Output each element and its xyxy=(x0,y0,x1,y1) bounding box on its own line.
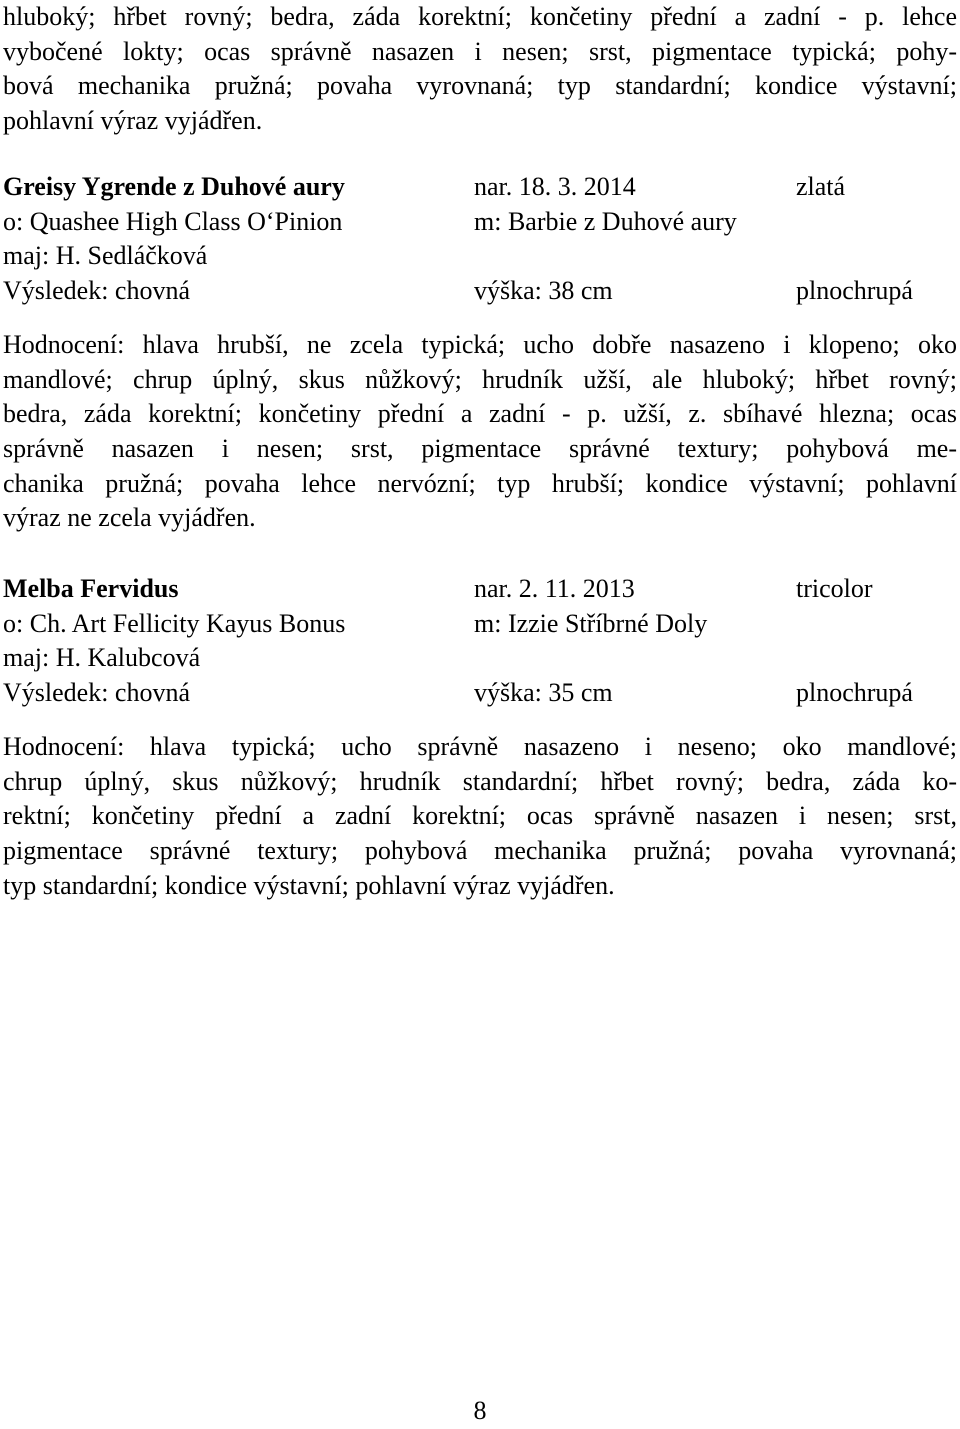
entry-row-name xyxy=(3,572,957,607)
teeth: plnochrupá xyxy=(796,276,913,306)
dog-entry-header xyxy=(3,170,957,309)
evaluation-line: správně nasazen i nesen; srst, pigmentace správné textury; pohybová me- xyxy=(3,434,957,464)
entry-row-result xyxy=(3,676,957,711)
intro-line: bová mechanika pružná; povaha vyrovnaná; typ standardní; kondice výstavní; xyxy=(3,71,957,101)
dog-name: Greisy Ygrende z Duhové aury xyxy=(3,172,345,201)
dog-name: Melba Fervidus xyxy=(3,574,179,603)
evaluation-line: typ standardní; kondice výstavní; pohlavní výraz vyjádřen. xyxy=(3,870,615,900)
evaluation-line: rektní; končetiny přední a zadní korektní; ocas správně nasazen i nesen; srst, xyxy=(3,801,957,831)
coat-color: tricolor xyxy=(796,574,873,603)
entry-row-result xyxy=(3,274,957,309)
evaluation-line: výraz ne zcela vyjádřen. xyxy=(3,503,256,533)
evaluation-line: Hodnocení: hlava hrubší, ne zcela typická; ucho dobře nasazeno i klopeno; oko xyxy=(3,330,957,359)
entry-row-owner xyxy=(3,641,957,676)
height: výška: 38 cm xyxy=(474,276,613,306)
entry-row-owner xyxy=(3,239,957,274)
entry-row-name xyxy=(3,170,957,205)
evaluation-paragraph xyxy=(3,730,957,903)
father: o: Ch. Art Fellicity Kayus Bonus xyxy=(3,608,346,638)
intro-line: pohlavní výraz vyjádřen. xyxy=(3,106,263,136)
result: Výsledek: chovná xyxy=(3,678,191,708)
evaluation-line: Hodnocení: hlava typická; ucho správně nasazeno i neseno; oko mandlové; xyxy=(3,732,957,761)
evaluation-line: bedra, záda korektní; končetiny přední a zadní - p. užší, z. sbíhavé hlezna; ocas xyxy=(3,399,957,429)
result: Výsledek: chovná xyxy=(3,276,191,306)
father: o: Quashee High Class O‘Pinion xyxy=(3,206,343,236)
birth-date: nar. 2. 11. 2013 xyxy=(474,574,635,603)
owner: maj: H. Kalubcová xyxy=(3,643,201,673)
page-number: 8 xyxy=(473,1396,487,1425)
intro-paragraph xyxy=(3,0,957,139)
evaluation-line: chrup úplný, skus nůžkový; hrudník standardní; hřbet rovný; bedra, záda ko- xyxy=(3,766,957,796)
evaluation-paragraph xyxy=(3,328,957,536)
evaluation-line: pigmentace správné textury; pohybová mechanika pružná; povaha vyrovnaná; xyxy=(3,836,957,866)
teeth: plnochrupá xyxy=(796,678,913,708)
dog-entry-header xyxy=(3,572,957,711)
mother: m: Izzie Stříbrné Doly xyxy=(474,608,708,638)
intro-line: hluboký; hřbet rovný; bedra, záda korektní; končetiny přední a zadní - p. lehce xyxy=(3,2,957,31)
entry-row-parents xyxy=(3,205,957,240)
evaluation-line: chanika pružná; povaha lehce nervózní; typ hrubší; kondice výstavní; pohlavní xyxy=(3,468,957,498)
birth-date: nar. 18. 3. 2014 xyxy=(474,172,636,201)
evaluation-line: mandlové; chrup úplný, skus nůžkový; hrudník užší, ale hluboký; hřbet rovný; xyxy=(3,364,957,394)
intro-line: vybočené lokty; ocas správně nasazen i nesen; srst, pigmentace typická; pohy- xyxy=(3,36,957,66)
mother: m: Barbie z Duhové aury xyxy=(474,206,737,236)
entry-row-parents xyxy=(3,607,957,642)
owner: maj: H. Sedláčková xyxy=(3,241,208,271)
height: výška: 35 cm xyxy=(474,678,613,708)
coat-color: zlatá xyxy=(796,172,846,201)
